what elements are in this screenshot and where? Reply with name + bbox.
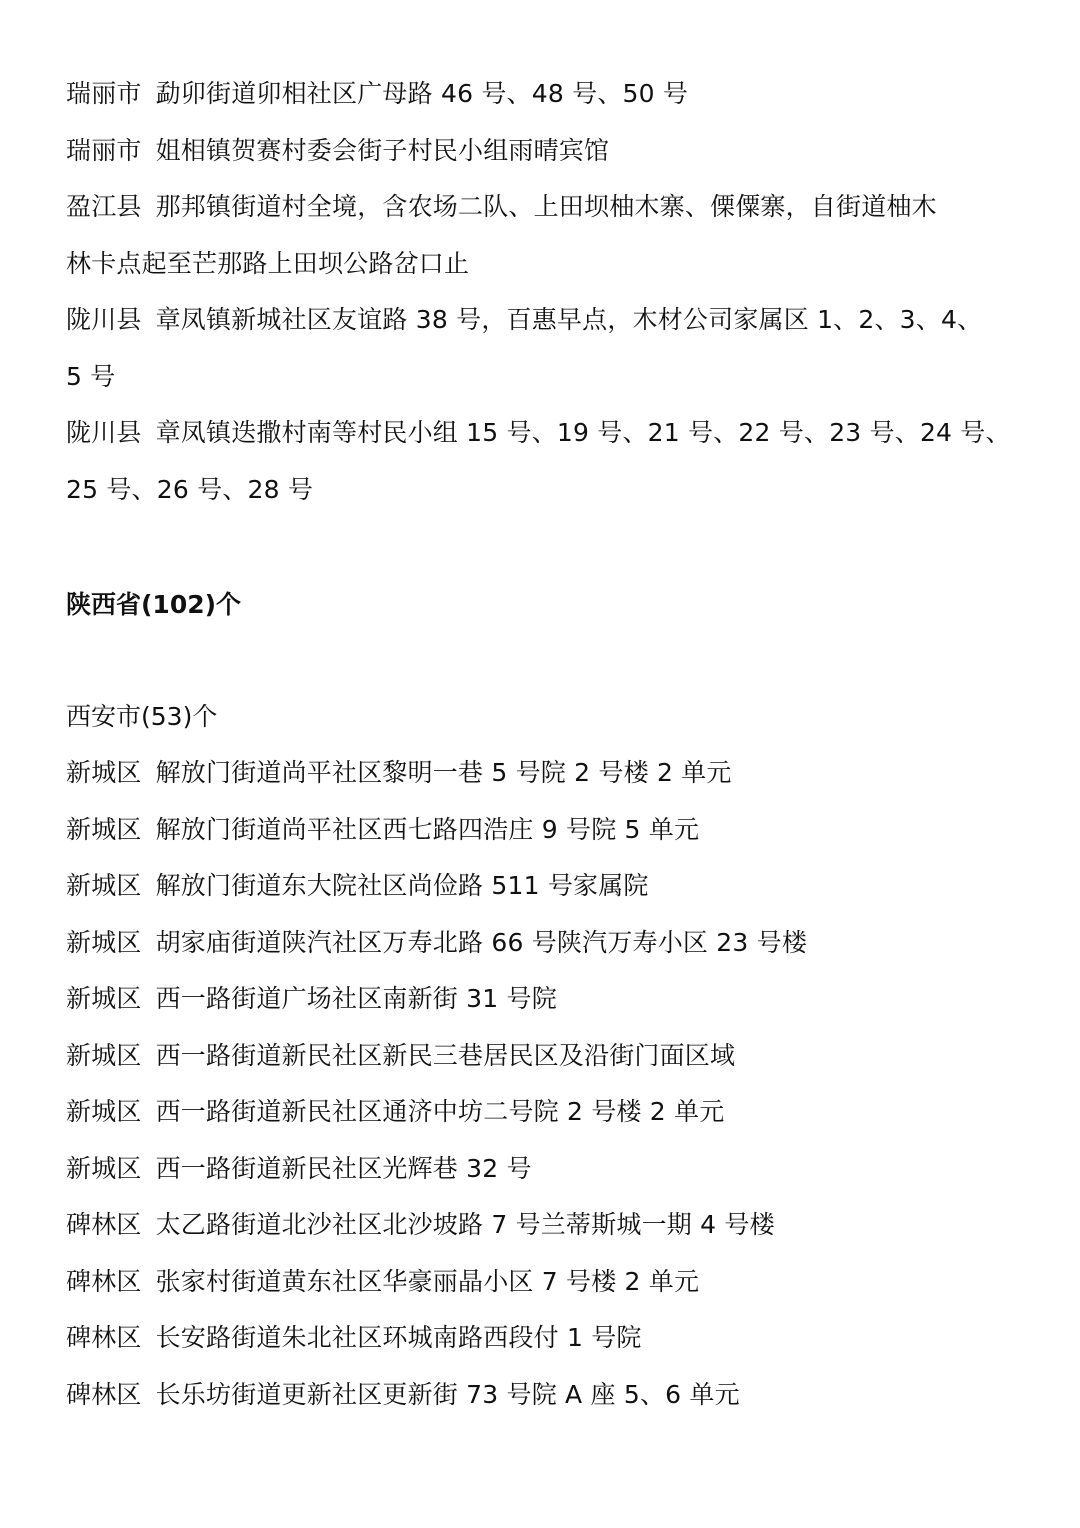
list-item [66, 292, 1026, 349]
entry-address-continuation: 25 号、26 号、28 号 [66, 474, 314, 504]
entry-district: 碑林区 [66, 1323, 142, 1352]
list-item [66, 915, 1026, 972]
list-item [66, 858, 1026, 915]
entry-address: 西一路街道新民社区新民三巷居民区及沿街门面区域 [155, 1040, 736, 1070]
entry-district: 瑞丽市 [66, 135, 142, 165]
yunnan-entry-list [66, 66, 1026, 518]
entry-address-continuation: 5 号 [66, 361, 116, 391]
list-item [66, 1197, 1026, 1254]
list-item-continuation [66, 462, 1026, 519]
xian-entry-list [66, 745, 1026, 1423]
entry-district: 盈江县 [66, 192, 142, 221]
entry-district: 新城区 [66, 1097, 142, 1126]
list-item [66, 1141, 1026, 1198]
list-item [66, 66, 1026, 123]
entry-district: 碑林区 [66, 1379, 142, 1409]
entry-address: 章凤镇新城社区友谊路 38 号，百惠早点，木材公司家属区 1、2、3、4、 [155, 305, 983, 334]
entry-address: 西一路街道新民社区光辉巷 32 号 [155, 1153, 532, 1183]
entry-address: 姐相镇贺赛村委会街子村民小组雨晴宾馆 [155, 135, 610, 165]
entry-address: 胡家庙街道陕汽社区万寿北路 66 号陕汽万寿小区 23 号楼 [155, 927, 808, 957]
list-item [66, 405, 1026, 462]
list-item [66, 802, 1026, 859]
entry-address: 解放门街道东大院社区尚俭路 511 号家属院 [155, 871, 649, 900]
entry-district: 碑林区 [66, 1266, 142, 1296]
entry-address: 勐卯街道卯相社区广母路 46 号、48 号、50 号 [155, 79, 689, 108]
entry-address: 长安路街道朱北社区环城南路西段付 1 号院 [155, 1323, 642, 1352]
entry-address: 张家村街道黄东社区华豪丽晶小区 7 号楼 2 单元 [155, 1266, 700, 1296]
entry-district: 新城区 [66, 758, 142, 787]
entry-address: 解放门街道尚平社区黎明一巷 5 号院 2 号楼 2 单元 [155, 758, 732, 787]
list-item [66, 123, 1026, 180]
list-item [66, 1367, 1026, 1424]
list-item [66, 1310, 1026, 1367]
city-heading: 西安市(53)个 [66, 702, 218, 731]
list-item-continuation [66, 349, 1026, 406]
list-item [66, 1084, 1026, 1141]
list-item [66, 1254, 1026, 1311]
entry-address: 西一路街道新民社区通济中坊二号院 2 号楼 2 单元 [155, 1097, 725, 1126]
entry-district: 新城区 [66, 984, 142, 1013]
entry-address: 解放门街道尚平社区西七路四浩庄 9 号院 5 单元 [155, 814, 700, 844]
list-item [66, 179, 1026, 236]
entry-address: 太乙路街道北沙社区北沙坡路 7 号兰蒂斯城一期 4 号楼 [155, 1210, 775, 1239]
entry-district: 新城区 [66, 1153, 142, 1183]
list-item [66, 1028, 1026, 1085]
entry-address: 那邦镇街道村全境，含农场二队、上田坝柚木寨、傈僳寨，自街道柚木 [155, 192, 937, 221]
entry-district: 新城区 [66, 814, 142, 844]
entry-address: 章凤镇迭撒村南等村民小组 15 号、19 号、21 号、22 号、23 号、24 号、 [155, 418, 1011, 447]
entry-address-continuation: 林卡点起至芒那路上田坝公路岔口止 [66, 248, 470, 278]
province-heading: 陕西省(102)个 [66, 590, 242, 619]
list-item [66, 745, 1026, 802]
entry-address: 西一路街道广场社区南新街 31 号院 [155, 984, 557, 1013]
list-item [66, 971, 1026, 1028]
entry-district: 瑞丽市 [66, 79, 142, 108]
entry-district: 新城区 [66, 871, 142, 900]
entry-district: 碑林区 [66, 1210, 142, 1239]
entry-district: 陇川县 [66, 305, 142, 334]
entry-district: 新城区 [66, 927, 142, 957]
entry-district: 陇川县 [66, 418, 142, 447]
entry-address: 长乐坊街道更新社区更新街 73 号院 A 座 5、6 单元 [155, 1379, 740, 1409]
entry-district: 新城区 [66, 1040, 142, 1070]
list-item-continuation [66, 236, 1026, 293]
